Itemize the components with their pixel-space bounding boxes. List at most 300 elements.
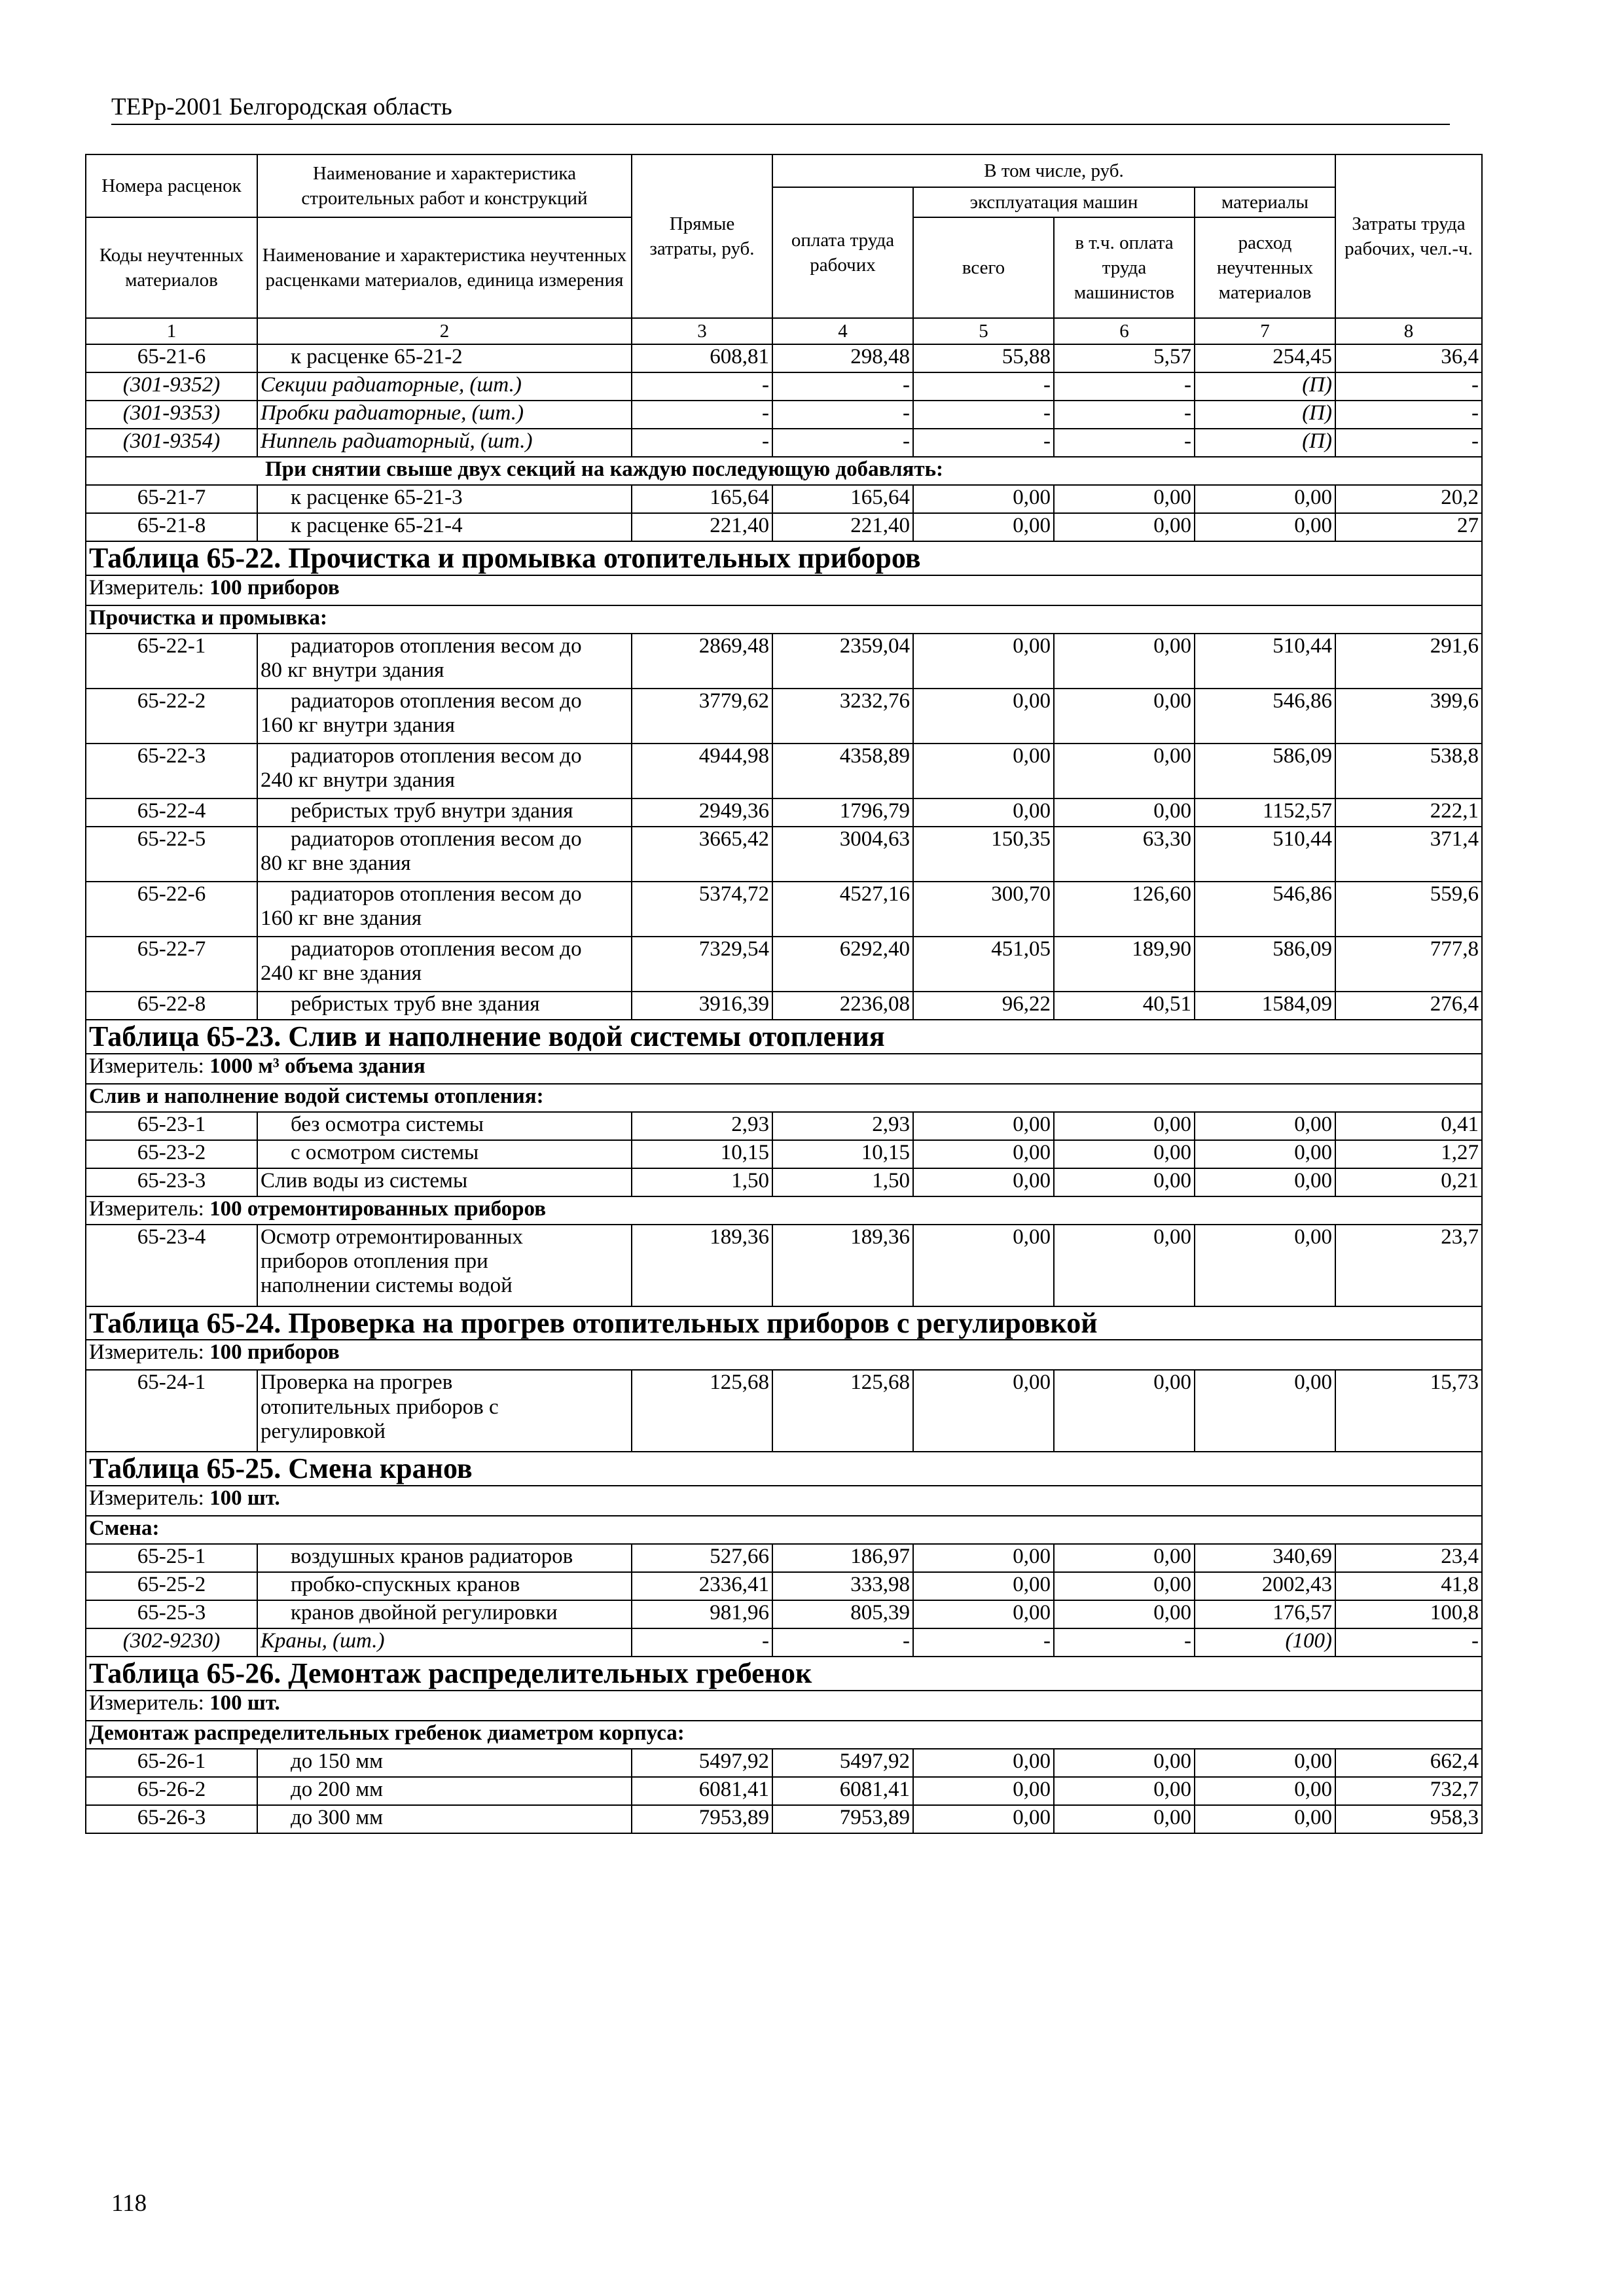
cell-materials: 1152,57 (1195, 798, 1335, 827)
rate-code: 65-23-4 (86, 1225, 257, 1306)
cell-materials: 2002,43 (1195, 1572, 1335, 1600)
cell-materials: 340,69 (1195, 1544, 1335, 1572)
col-num: 8 (1335, 318, 1482, 344)
cell-wages: 805,39 (772, 1600, 913, 1628)
cell-direct: 7953,89 (632, 1805, 772, 1833)
col-header-machines-wages: в т.ч. оплата труда машинистов (1054, 217, 1195, 318)
rate-code: 65-21-6 (86, 344, 257, 372)
rate-name-line: радиаторов отопления весом до (291, 882, 582, 906)
rate-name (257, 634, 632, 689)
material-row (86, 372, 1482, 401)
cell-wages: 1796,79 (772, 798, 913, 827)
rate-code: 65-22-2 (86, 689, 257, 744)
rate-name-line: кранов двойной регулировки (291, 1601, 558, 1625)
table-row (86, 634, 1482, 689)
table-row (86, 1168, 1482, 1196)
rate-name-line: приборов отопления при (261, 1249, 488, 1273)
cell-labor: 662,4 (1335, 1749, 1482, 1777)
cell-machines: 96,22 (913, 992, 1054, 1020)
measure-value: 100 шт. (209, 1486, 280, 1511)
cell-direct: 3779,62 (632, 689, 772, 744)
cell-direct: 189,36 (632, 1225, 772, 1306)
measure-label: Измеритель: (89, 1340, 210, 1365)
col-num: 2 (257, 318, 632, 344)
col-header-machines-total: всего (913, 217, 1054, 318)
cell-machines: 0,00 (913, 798, 1054, 827)
table-row (86, 827, 1482, 882)
cell-materials: 0,00 (1195, 1777, 1335, 1805)
cell-machines: - (913, 429, 1054, 457)
cell-wages: 221,40 (772, 513, 913, 541)
cell-materials: (100) (1195, 1628, 1335, 1657)
cell-machines: 0,00 (913, 1572, 1054, 1600)
cell-direct: 165,64 (632, 485, 772, 513)
rate-name-line: пробко-спускных кранов (291, 1573, 520, 1597)
col-num: 7 (1195, 318, 1335, 344)
cell-machinists: 5,57 (1054, 344, 1195, 372)
cell-direct: - (632, 429, 772, 457)
rate-name: к расценке 65-21-4 (257, 513, 632, 541)
material-row (86, 1628, 1482, 1657)
price-table (85, 154, 1483, 1834)
cell-wages: 4527,16 (772, 882, 913, 937)
cell-wages: - (772, 429, 913, 457)
rate-name-line: радиаторов отопления весом до (291, 937, 582, 961)
cell-machines: 0,00 (913, 689, 1054, 744)
cell-machinists: 0,00 (1054, 1572, 1195, 1600)
cell-machinists: 0,00 (1054, 689, 1195, 744)
rate-code: 65-25-1 (86, 1544, 257, 1572)
cell-materials: 176,57 (1195, 1600, 1335, 1628)
cell-direct: 5497,92 (632, 1749, 772, 1777)
col-num: 5 (913, 318, 1054, 344)
material-name: Секции радиаторные, (шт.) (257, 372, 632, 401)
measure-label: Измеритель: (89, 575, 210, 600)
measure-value: 100 шт. (209, 1691, 280, 1715)
cell-wages: 1,50 (772, 1168, 913, 1196)
rate-name-line: радиаторов отопления весом до (291, 827, 582, 851)
table-row (86, 1572, 1482, 1600)
col-header-name: Наименование и характеристика строительных работ и конструкций (257, 154, 632, 217)
cell-wages: 3232,76 (772, 689, 913, 744)
cell-labor: 23,7 (1335, 1225, 1482, 1306)
measure-value: 100 приборов (209, 575, 340, 600)
rate-name-line: 240 кг внутри здания (261, 768, 455, 793)
cell-machines: - (913, 1628, 1054, 1657)
cell-direct: 5374,72 (632, 882, 772, 937)
measure-label: Измеритель: (89, 1196, 210, 1221)
cell-machines: 0,00 (913, 1168, 1054, 1196)
material-code: (302-9230) (86, 1628, 257, 1657)
cell-materials: 586,09 (1195, 937, 1335, 992)
cell-machinists: 40,51 (1054, 992, 1195, 1020)
table-row (86, 744, 1482, 798)
table-row (86, 1140, 1482, 1168)
rate-name (257, 798, 632, 827)
cell-machines: 0,00 (913, 1225, 1054, 1306)
cell-materials: 0,00 (1195, 1805, 1335, 1833)
cell-machines: 300,70 (913, 882, 1054, 937)
rate-code: 65-22-5 (86, 827, 257, 882)
col-num: 6 (1054, 318, 1195, 344)
cell-machines: 0,00 (913, 1600, 1054, 1628)
cell-machinists: 0,00 (1054, 1112, 1195, 1140)
rate-name (257, 1168, 632, 1196)
cell-machinists: 0,00 (1054, 513, 1195, 541)
material-name: Пробки радиаторные, (шт.) (257, 401, 632, 429)
rate-name (257, 1140, 632, 1168)
section-heading: Демонтаж распределительных гребенок диаметром корпуса: (86, 1721, 1482, 1749)
rate-name (257, 1777, 632, 1805)
rate-name: к расценке 65-21-2 (257, 344, 632, 372)
col-header-machines: эксплуатация машин (913, 187, 1195, 217)
rate-name-line: до 200 мм (291, 1777, 384, 1801)
rate-code: 65-25-3 (86, 1600, 257, 1628)
rate-name (257, 1749, 632, 1777)
rate-name-line: ребристых труб внутри здания (291, 798, 573, 823)
cell-machinists: 0,00 (1054, 1168, 1195, 1196)
material-row (86, 401, 1482, 429)
material-name: Краны, (шт.) (257, 1628, 632, 1657)
page-number: 118 (111, 2190, 147, 2217)
cell-machinists: 63,30 (1054, 827, 1195, 882)
rate-name (257, 1805, 632, 1833)
cell-machines: 451,05 (913, 937, 1054, 992)
rate-name (257, 937, 632, 992)
cell-materials: 1584,09 (1195, 992, 1335, 1020)
cell-labor: 0,41 (1335, 1112, 1482, 1140)
col-header-codes: Коды неучтенных материалов (86, 217, 257, 318)
cell-labor: 276,4 (1335, 992, 1482, 1020)
cell-wages: 5497,92 (772, 1749, 913, 1777)
cell-machines: 0,00 (913, 513, 1054, 541)
cell-machines: 0,00 (913, 1140, 1054, 1168)
col-num: 3 (632, 318, 772, 344)
table-row (86, 1112, 1482, 1140)
cell-labor: 291,6 (1335, 634, 1482, 689)
cell-materials: 0,00 (1195, 1225, 1335, 1306)
rate-code: 65-22-7 (86, 937, 257, 992)
cell-labor: - (1335, 401, 1482, 429)
cell-materials: 0,00 (1195, 513, 1335, 541)
section-heading: Слив и наполнение водой системы отопления: (86, 1084, 1482, 1112)
rate-code: 65-26-3 (86, 1805, 257, 1833)
cell-direct: 981,96 (632, 1600, 772, 1628)
cell-labor: 36,4 (1335, 344, 1482, 372)
col-header-materials-unaccounted: расход неучтенных материалов (1195, 217, 1335, 318)
rate-name-line: 80 кг внутри здания (261, 658, 444, 683)
rate-code: 65-22-6 (86, 882, 257, 937)
rate-code: 65-22-1 (86, 634, 257, 689)
cell-machines: - (913, 372, 1054, 401)
rate-name-line: Проверка на прогрев (261, 1371, 453, 1395)
cell-machinists: 0,00 (1054, 1600, 1195, 1628)
rate-name-line: Слив воды из системы (261, 1168, 468, 1193)
rate-name (257, 1572, 632, 1600)
cell-machines: 0,00 (913, 1112, 1054, 1140)
cell-machinists: 0,00 (1054, 1544, 1195, 1572)
rate-code: 65-25-2 (86, 1572, 257, 1600)
cell-machinists: - (1054, 429, 1195, 457)
measure-line (86, 1340, 1482, 1370)
cell-labor: 732,7 (1335, 1777, 1482, 1805)
table-row (86, 992, 1482, 1020)
cell-machinists: 189,90 (1054, 937, 1195, 992)
cell-labor: 27 (1335, 513, 1482, 541)
cell-machines: 0,00 (913, 1544, 1054, 1572)
col-header-labor: Затраты труда рабочих, чел.-ч. (1335, 154, 1482, 318)
measure-label: Измеритель: (89, 1054, 210, 1078)
col-header-wages: оплата труда рабочих (772, 187, 913, 318)
cell-materials: 510,44 (1195, 634, 1335, 689)
cell-machines: 0,00 (913, 634, 1054, 689)
cell-wages: 125,68 (772, 1370, 913, 1452)
cell-direct: 608,81 (632, 344, 772, 372)
cell-labor: 559,6 (1335, 882, 1482, 937)
table-title: Таблица 65-26. Демонтаж распределительных гребенок (86, 1657, 1482, 1691)
section-heading: Смена: (86, 1516, 1482, 1544)
rate-code: 65-26-2 (86, 1777, 257, 1805)
table-row (86, 1600, 1482, 1628)
measure-line (86, 1054, 1482, 1084)
rate-code: 65-21-8 (86, 513, 257, 541)
table-row (86, 1225, 1482, 1306)
cell-machinists: 0,00 (1054, 634, 1195, 689)
cell-materials: 0,00 (1195, 1112, 1335, 1140)
rate-code: 65-26-1 (86, 1749, 257, 1777)
rate-code: 65-22-8 (86, 992, 257, 1020)
cell-wages: 165,64 (772, 485, 913, 513)
table-row (86, 1777, 1482, 1805)
cell-machines: 0,00 (913, 744, 1054, 798)
cell-machinists: - (1054, 372, 1195, 401)
cell-wages: 3004,63 (772, 827, 913, 882)
cell-labor: 41,8 (1335, 1572, 1482, 1600)
cell-wages: 6292,40 (772, 937, 913, 992)
material-name: Ниппель радиаторный, (шт.) (257, 429, 632, 457)
rate-name-line: 160 кг внутри здания (261, 713, 455, 738)
cell-materials: 0,00 (1195, 1140, 1335, 1168)
rate-code: 65-21-7 (86, 485, 257, 513)
cell-materials: (П) (1195, 401, 1335, 429)
cell-direct: - (632, 1628, 772, 1657)
cell-materials: 0,00 (1195, 1168, 1335, 1196)
cell-wages: 189,36 (772, 1225, 913, 1306)
cell-machinists: - (1054, 1628, 1195, 1657)
rate-name-line: радиаторов отопления весом до (291, 634, 582, 658)
rate-name-line: до 300 мм (291, 1805, 384, 1829)
cell-machinists: 0,00 (1054, 744, 1195, 798)
cell-materials: 510,44 (1195, 827, 1335, 882)
cell-labor: 777,8 (1335, 937, 1482, 992)
cell-materials: 0,00 (1195, 485, 1335, 513)
table-title: Таблица 65-23. Слив и наполнение водой системы отопления (86, 1020, 1482, 1054)
cell-labor: 20,2 (1335, 485, 1482, 513)
rate-name-line: 240 кг вне здания (261, 961, 422, 986)
rate-name (257, 689, 632, 744)
table-row (86, 937, 1482, 992)
cell-wages: 10,15 (772, 1140, 913, 1168)
measure-label: Измеритель: (89, 1691, 210, 1715)
cell-materials: 546,86 (1195, 689, 1335, 744)
cell-materials: 0,00 (1195, 1749, 1335, 1777)
material-code: (301-9352) (86, 372, 257, 401)
table-row (86, 1544, 1482, 1572)
cell-materials: 0,00 (1195, 1370, 1335, 1452)
cell-labor: 1,27 (1335, 1140, 1482, 1168)
section-heading: Прочистка и промывка: (86, 605, 1482, 634)
cell-labor: - (1335, 372, 1482, 401)
cell-machinists: - (1054, 401, 1195, 429)
cell-wages: - (772, 372, 913, 401)
rate-name (257, 882, 632, 937)
cell-direct: 2869,48 (632, 634, 772, 689)
table-row (86, 689, 1482, 744)
cell-machinists: 0,00 (1054, 1777, 1195, 1805)
cell-machines: 0,00 (913, 485, 1054, 513)
rate-name-line: воздушных кранов радиаторов (291, 1545, 573, 1569)
cell-labor: 15,73 (1335, 1370, 1482, 1452)
rate-name-line: 80 кг вне здания (261, 852, 411, 876)
rate-code: 65-24-1 (86, 1370, 257, 1452)
table-row (86, 798, 1482, 827)
cell-labor: 371,4 (1335, 827, 1482, 882)
cell-wages: 7953,89 (772, 1805, 913, 1833)
cell-wages: 186,97 (772, 1544, 913, 1572)
table-row (86, 1805, 1482, 1833)
rate-code: 65-22-3 (86, 744, 257, 798)
measure-label: Измеритель: (89, 1486, 210, 1511)
cell-labor: 222,1 (1335, 798, 1482, 827)
cell-machines: 0,00 (913, 1777, 1054, 1805)
material-code: (301-9353) (86, 401, 257, 429)
rate-name-line: без осмотра системы (291, 1112, 484, 1136)
cell-direct: 2336,41 (632, 1572, 772, 1600)
material-row (86, 429, 1482, 457)
cell-machinists: 126,60 (1054, 882, 1195, 937)
cell-wages: 4358,89 (772, 744, 913, 798)
page-header: ТЕРр-2001 Белгородская область (111, 93, 1450, 125)
col-header-materials: материалы (1195, 187, 1335, 217)
cell-direct: 6081,41 (632, 1777, 772, 1805)
col-header-material-name: Наименование и характеристика неучтенных расценками материалов, единица измерения (257, 217, 632, 318)
rate-name (257, 1370, 632, 1452)
cell-labor: 958,3 (1335, 1805, 1482, 1833)
cell-machines: 0,00 (913, 1370, 1054, 1452)
material-code: (301-9354) (86, 429, 257, 457)
cell-materials: (П) (1195, 429, 1335, 457)
cell-labor: 0,21 (1335, 1168, 1482, 1196)
rate-code: 65-23-1 (86, 1112, 257, 1140)
cell-direct: 3665,42 (632, 827, 772, 882)
cell-direct: 527,66 (632, 1544, 772, 1572)
rate-code: 65-23-3 (86, 1168, 257, 1196)
section-note: При снятии свыше двух секций на каждую последующую добавлять: (86, 457, 1482, 485)
cell-machines: 55,88 (913, 344, 1054, 372)
cell-wages: 333,98 (772, 1572, 913, 1600)
measure-value: 1000 м³ объема здания (209, 1054, 425, 1078)
rate-name-line: регулировкой (261, 1419, 386, 1443)
cell-labor: 538,8 (1335, 744, 1482, 798)
table-row (86, 513, 1482, 541)
rate-name-line: радиаторов отопления весом до (291, 689, 582, 713)
rate-name (257, 1544, 632, 1572)
cell-direct: 1,50 (632, 1168, 772, 1196)
cell-direct: 3916,39 (632, 992, 772, 1020)
rate-code: 65-23-2 (86, 1140, 257, 1168)
cell-machinists: 0,00 (1054, 1140, 1195, 1168)
cell-direct: - (632, 401, 772, 429)
col-num: 1 (86, 318, 257, 344)
rate-name-line: Осмотр отремонтированных (261, 1225, 523, 1249)
cell-machines: 150,35 (913, 827, 1054, 882)
col-header-incl: В том числе, руб. (772, 154, 1335, 187)
cell-materials: (П) (1195, 372, 1335, 401)
rate-name (257, 744, 632, 798)
cell-labor: 100,8 (1335, 1600, 1482, 1628)
cell-materials: 546,86 (1195, 882, 1335, 937)
rate-name-line: радиаторов отопления весом до (291, 744, 582, 768)
rate-name (257, 827, 632, 882)
cell-machinists: 0,00 (1054, 485, 1195, 513)
table-row (86, 344, 1482, 372)
measure-line (86, 1486, 1482, 1516)
section-row (86, 457, 1482, 485)
cell-materials: 586,09 (1195, 744, 1335, 798)
cell-machines: 0,00 (913, 1805, 1054, 1833)
rate-name-line: с осмотром системы (291, 1140, 479, 1164)
table-row (86, 882, 1482, 937)
rate-name-line: отопительных приборов с (261, 1395, 499, 1419)
measure-line (86, 1196, 1482, 1225)
cell-direct: 4944,98 (632, 744, 772, 798)
cell-direct: 10,15 (632, 1140, 772, 1168)
cell-materials: 254,45 (1195, 344, 1335, 372)
cell-labor: - (1335, 1628, 1482, 1657)
col-header-direct: Прямые затраты, руб. (632, 154, 772, 318)
rate-name-line: наполнении системы водой (261, 1274, 513, 1298)
cell-direct: 2,93 (632, 1112, 772, 1140)
rate-name (257, 1600, 632, 1628)
cell-direct: 125,68 (632, 1370, 772, 1452)
cell-machines: - (913, 401, 1054, 429)
col-header-number: Номера расценок (86, 154, 257, 217)
cell-direct: 2949,36 (632, 798, 772, 827)
cell-machinists: 0,00 (1054, 1225, 1195, 1306)
rate-name: к расценке 65-21-3 (257, 485, 632, 513)
cell-machinists: 0,00 (1054, 1805, 1195, 1833)
cell-direct: - (632, 372, 772, 401)
rate-name (257, 1225, 632, 1306)
measure-line (86, 575, 1482, 605)
measure-line (86, 1691, 1482, 1721)
rate-name (257, 992, 632, 1020)
cell-direct: 221,40 (632, 513, 772, 541)
rate-name (257, 1112, 632, 1140)
cell-wages: 2359,04 (772, 634, 913, 689)
table-row (86, 485, 1482, 513)
table-row (86, 1749, 1482, 1777)
cell-wages: - (772, 1628, 913, 1657)
cell-labor: - (1335, 429, 1482, 457)
rate-name-line: ребристых труб вне здания (291, 992, 540, 1016)
table-title: Таблица 65-25. Смена кранов (86, 1452, 1482, 1486)
rate-code: 65-22-4 (86, 798, 257, 827)
cell-machines: 0,00 (913, 1749, 1054, 1777)
rate-name-line: до 150 мм (291, 1749, 384, 1773)
cell-machinists: 0,00 (1054, 1370, 1195, 1452)
cell-wages: - (772, 401, 913, 429)
